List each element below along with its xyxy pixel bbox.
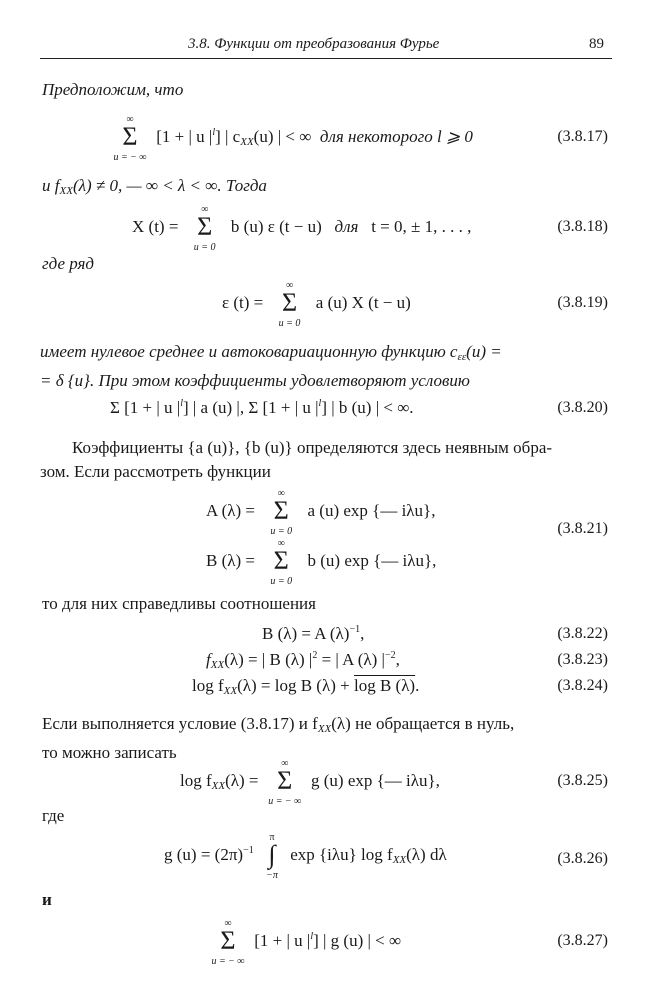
text-suppose: Предположим, что [42,80,184,99]
equation-number: (3.8.22) [557,625,608,642]
equation-number: (3.8.27) [557,932,608,949]
equation-3-8-18: X (t) = ∞ Σ u = 0 b (u) ε (t − u) для t = 0, ± 1, . . . , [132,204,472,253]
page-header [40,36,612,59]
summation-sign: ∞ Σ u = 0 [270,488,293,537]
text-paragraph-zero-mean: имеет нулевое среднее и автоковариационную функцию $c_{\varepsilon\varepsilon}(u)$ = = δ {u}. При этом коэффициенты удовлетворяют условию [40,342,502,390]
equation-3-8-17: ∞ Σ u = − ∞ [1 + | u $|^l$] | $c_{XX}(u)$ | < ∞ для некоторого l ⩾ 0 [108,116,473,160]
equation-3-8-21a: A (λ) = ∞ Σ u = 0 a (u) exp {— iλu}, [206,488,436,537]
equation-number: (3.8.19) [557,294,608,311]
summation-sign: ∞ Σ u = − ∞ [113,114,147,163]
summation-sign: ∞ Σ u = 0 [278,280,301,329]
equation-3-8-27: ∞ Σ u = − ∞ [1 + | u $|^l$] | g (u) | < ∞ [206,920,401,964]
equation-number: (3.8.26) [557,850,608,867]
summation-sign: ∞ Σ u = 0 [270,538,293,587]
page-number: 89 [589,36,604,52]
summation-sign: ∞ Σ u = 0 [193,204,216,253]
text-condition: и $f_{XX}(\lambda) \ne 0$, — ∞ < λ < ∞. Тогда [42,176,267,197]
summation-sign: ∞ Σ u = − ∞ [268,758,302,807]
text-and: и [42,890,52,909]
running-title: 3.8. Функции от преобразования Фурье [188,36,440,52]
text-where-series: где ряд [42,254,95,273]
equation-3-8-23: $f_{XX}(\lambda)$ = | B (λ) $|^2$ = | A (λ) $|^{-2}$, [206,650,400,671]
equation-number: (3.8.17) [557,128,608,145]
equation-3-8-25: $\log f_{XX}(\lambda)$ = ∞ Σ u = − ∞ g (u) exp {— iλu}, [180,758,440,807]
equation-3-8-22: B (λ) = A $(\lambda)^{-1}$, [262,624,365,643]
text-paragraph-coefficients: Коэффициенты {a (u)}, {b (u)} определяются здесь неявным обра- зом. Если рассмотреть функции [40,438,553,481]
equation-3-8-19: ε (t) = ∞ Σ u = 0 a (u) X (t − u) [222,280,411,329]
text-relations: то для них справедливы соотношения [42,594,316,613]
equation-3-8-21b: B (λ) = ∞ Σ u = 0 b (u) exp {— iλu}, [206,538,437,587]
equation-number: (3.8.21) [557,520,608,537]
equation-number: (3.8.25) [557,772,608,789]
equation-number: (3.8.18) [557,218,608,235]
text-where: где [42,806,65,825]
equation-3-8-20: Σ [1 + | u $|^l$] | a (u) |, Σ [1 + | u $|^l$] | b (u) | < ∞. [110,398,414,417]
equation-number: (3.8.20) [557,399,608,416]
text-paragraph-if-condition: Если выполняется условие (3.8.17) и $f_{XX}(\lambda)$ не обращается в нуль, то можно записать [42,714,515,762]
equation-number: (3.8.23) [557,651,608,668]
equation-3-8-24: $\log f_{XX}(\lambda) = \log B$ (λ) + log B (λ). [192,676,420,697]
equation-number: (3.8.24) [557,677,608,694]
summation-sign: ∞ Σ u = − ∞ [211,918,245,967]
integral-sign: π ∫ −π [266,832,278,881]
equation-3-8-26: g $(u) = (2\pi)^{-1}$ π ∫ −π exp {iλu} $\log f_{XX}(\lambda)$ dλ [164,832,447,881]
